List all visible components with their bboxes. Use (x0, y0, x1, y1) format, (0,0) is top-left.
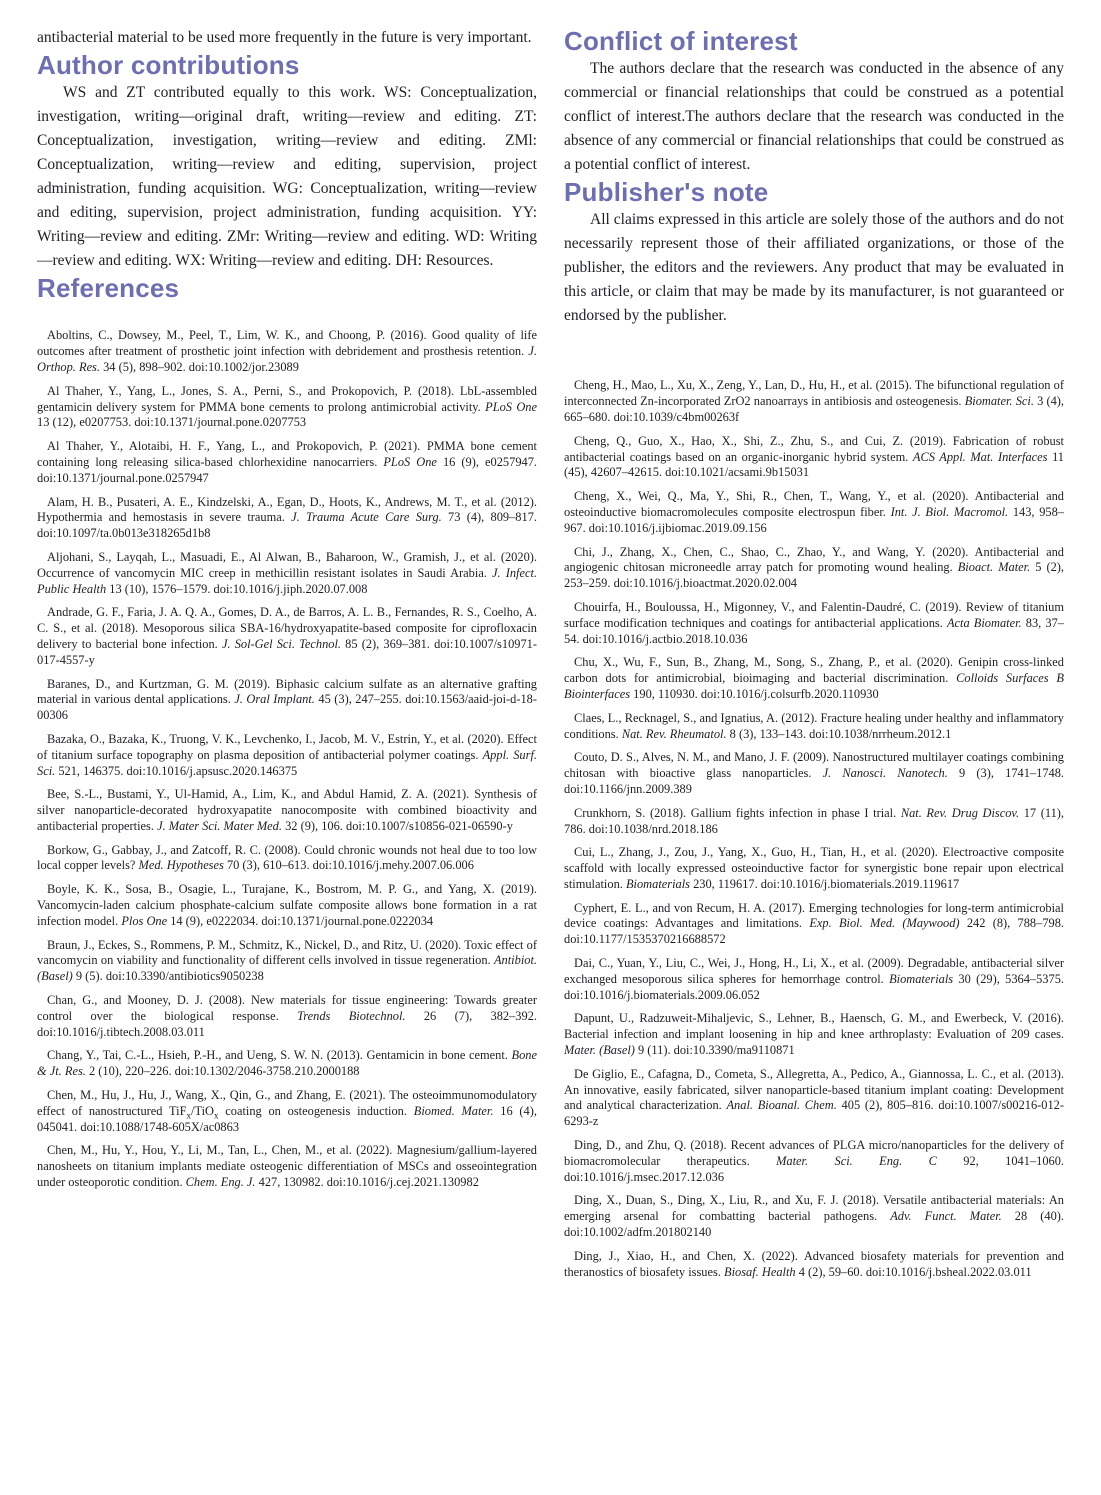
reference-item: Chen, M., Hu, Y., Hou, Y., Li, M., Tan, L., Chen, M., et al. (2022). Magnesium/gallium-layered nanosheets on titanium implants mediate osteogenic differentiation of MSCs and osseointegration under osteoporotic condition. Chem. Eng. J. 427, 130982. doi:10.1016/j.cej.2021.130982 (37, 1143, 537, 1190)
reference-item: Andrade, G. F., Faria, J. A. Q. A., Gomes, D. A., de Barros, A. L. B., Fernandes, R. S., Coelho, A. C. S., et al. (2018). Mesoporous silica SBA-16/hydroxyapatite-based composite for ciprofloxacin delivery to bacterial bone infection. J. Sol-Gel Sci. Technol. 85 (2), 369–381. doi:10.1007/s10971-017-4557-y (37, 605, 537, 667)
reference-item: Cyphert, E. L., and von Recum, H. A. (2017). Emerging technologies for long-term antimicrobial device coatings: Advantages and limitations. Exp. Biol. Med. (Maywood) 242 (8), 788–798. doi:10.1177/1535370216688572 (564, 900, 1065, 947)
reference-item: Bee, S.-L., Bustami, Y., Ul-Hamid, A., Lim, K., and Abdul Hamid, Z. A. (2021). Synthesis of silver nanoparticle-decorated hydroxyapatite nanocomposite with combined bioactivity and antibacterial properties. J. Mater Sci. Mater Med. 32 (9), 106. doi:10.1007/s10856-021-06590-y (37, 787, 537, 833)
references-heading: References (37, 273, 180, 304)
reference-item: Crunkhorn, S. (2018). Gallium fights infection in phase I trial. Nat. Rev. Drug Discov. 17 (11), 786. doi:10.1038/nrd.2018.186 (564, 805, 1064, 836)
reference-item: Borkow, G., Gabbay, J., and Zatcoff, R. C. (2008). Could chronic wounds not heal due to too low local copper levels? Med. Hypotheses 70 (3), 610–613. doi:10.1016/j.mehy.2007.06.006 (37, 842, 537, 873)
reference-item: Cui, L., Zhang, J., Zou, J., Yang, X., Guo, H., Tian, H., et al. (2020). Electroactive composite scaffold with locally expressed osteoinductive factor for synergistic bone repair upon electrical stimulation. Biomaterials 230, 119617. doi:10.1016/j.biomaterials.2019.119617 (564, 845, 1064, 891)
reference-item: Aljohani, S., Layqah, L., Masuadi, E., Al Alwan, B., Baharoon, W., Gramish, J., et al. (2020). Occurrence of vancomycin MIC creep in methicillin resistant isolates in Saudi Arabia. J. Infect. Public Health 13 (10), 1576–1579. doi:10.1016/j.jiph.2020.07.008 (37, 549, 538, 596)
reference-item: Aboltins, C., Dowsey, M., Peel, T., Lim, W. K., and Choong, P. (2016). Good quality of life outcomes after treatment of prosthetic joint infection with debridement and prosthesis retention. J. Orthop. Res. 34 (5), 898–902. doi:10.1002/jor.23089 (37, 328, 537, 374)
reference-item: Dapunt, U., Radzuweit-Mihaljevic, S., Lehner, B., Haensch, G. M., and Ewerbeck, V. (2016). Bacterial infection and implant loosening in hip and knee arthroplasty: Evaluation of 209 cases. Mater. (Basel) 9 (11). doi:10.3390/ma9110871 (564, 1011, 1064, 1058)
reference-item: Dai, C., Yuan, Y., Liu, C., Wei, J., Hong, H., Li, X., et al. (2009). Degradable, antibacterial silver exchanged mesoporous silica spheres for hemorrhage control. Biomaterials 30 (29), 5364–5375. doi:10.1016/j.biomaterials.2009.06.052 (564, 956, 1064, 1002)
reference-item: Chi, J., Zhang, X., Chen, C., Shao, C., Zhao, Y., and Wang, Y. (2020). Antibacterial and angiogenic chitosan microneedle array patch for promoting wound healing. Bioact. Mater. 5 (2), 253–259. doi:10.1016/j.bioactmat.2020.02.004 (564, 544, 1064, 591)
reference-item: Chu, X., Wu, F., Sun, B., Zhang, M., Song, S., Zhang, P., et al. (2020). Genipin cross-linked carbon dots for antimicrobial, bioimaging and bacterial discrimination. Colloids Surfaces B Biointerfaces 190, 110930. doi:10.1016/j.colsurfb.2020.110930 (564, 655, 1064, 701)
conflict-of-interest-heading: Conflict of interest (564, 26, 798, 56)
references-list-left (37, 328, 537, 1190)
reference-item: Al Thaher, Y., Yang, L., Jones, S. A., Perni, S., and Prokopovich, P. (2018). LbL-assembled gentamicin delivery system for PMMA bone cements to prolong antimicrobial activity. PLoS One 13 (12), e0207753. doi:10.1371/journal.pone.0207753 (37, 383, 538, 430)
references-list-right (564, 378, 1064, 1280)
publishers-note-text: All claims expressed in this article are solely those of the authors and do not necessarily represent those of their affiliated organizations, or those of the publisher, the editors and the reviewers. Any product that may be evaluated in this article, or claim that may be made by its manufacturer, is not guaranteed or endorsed by the publisher. (564, 211, 1064, 325)
reference-item: Ding, J., Xiao, H., and Chen, X. (2022). Advanced biosafety materials for prevention and theranostics of biosafety issues. Biosaf. Health 4 (2), 59–60. doi:10.1016/j.bsheal.2022.03.011 (564, 1248, 1064, 1279)
reference-item: Chen, M., Hu, J., Hu, J., Wang, X., Qin, G., and Zhang, E. (2021). The osteoimmunomodulatory effect of nanostructured TiF$_x$/TiO$_x$ coating on osteogenesis induction. Biomed. Mater. 16 (4), 045041. doi:10.1088/1748-605X/ac0863 (37, 1088, 537, 1134)
reference-item: Ding, D., and Zhu, Q. (2018). Recent advances of PLGA micro/nanoparticles for the delivery of biomacromolecular therapeutics. Mater. Sci. Eng. C 92, 1041–1060. doi:10.1016/j.msec.2017.12.036 (564, 1138, 1065, 1184)
right-column (564, 26, 1064, 1288)
author-contributions-text: WS and ZT contributed equally to this work. WS: Conceptualization, investigation, writing—original draft, writing—review and editing. ZT: Conceptualization, investigation, writing—review and editing. ZMl: Conceptualization, writing—review and editing, supervision, project administration, funding acquisition. WG: Conceptualization, writing—review and editing, supervision, project administration, funding acquisition. YY: Writing—review and editing. ZMr: Writing—review and editing. WD: Writing—review and editing. WX: Writing—review and editing. DH: Resources. (37, 84, 537, 270)
reference-item: Boyle, K. K., Sosa, B., Osagie, L., Turajane, K., Bostrom, M. P. G., and Yang, X. (2019). Vancomycin-laden calcium phosphate-calcium sulfate composite allows bone formation in a rat infection model. Plos One 14 (9), e0222034. doi:10.1371/journal.pone.0222034 (37, 882, 537, 928)
reference-item: Braun, J., Eckes, S., Rommens, P. M., Schmitz, K., Nickel, D., and Ritz, U. (2020). Toxic effect of vancomycin on viability and functionality of different cells involved in tissue regeneration. Antibiot. (Basel) 9 (5). doi:10.3390/antibiotics9050238 (37, 937, 537, 984)
reference-item: Claes, L., Recknagel, S., and Ignatius, A. (2012). Fracture healing under healthy and inflammatory conditions. Nat. Rev. Rheumatol. 8 (3), 133–143. doi:10.1038/nrrheum.2012.1 (564, 710, 1064, 741)
reference-item: Cheng, H., Mao, L., Xu, X., Zeng, Y., Lan, D., Hu, H., et al. (2015). The bifunctional regulation of interconnected Zn-incorporated ZrO2 nanoarrays in antibiosis and osteogenesis. Biomater. Sci. 3 (4), 665–680. doi:10.1039/c4bm00263f (564, 378, 1065, 424)
reference-item: De Giglio, E., Cafagna, D., Cometa, S., Allegretta, A., Pedico, A., Giannossa, L. C., et al. (2013). An innovative, easily fabricated, silver nanoparticle-based titanium implant coating: Development and analytical characterization. Anal. Bioanal. Chem. 405 (2), 805–816. doi:10.1007/s00216-012-6293-z (564, 1066, 1064, 1129)
publishers-note-heading: Publisher's note (564, 177, 769, 208)
reference-item: Chang, Y., Tai, C.-L., Hsieh, P.-H., and Ueng, S. W. N. (2013). Gentamicin in bone cement. Bone & Jt. Res. 2 (10), 220–226. doi:10.1302/2046-3758.210.2000188 (37, 1048, 537, 1079)
reference-item: Cheng, Q., Guo, X., Hao, X., Shi, Z., Zhu, S., and Cui, Z. (2019). Fabrication of robust antibacterial coatings based on an organic-inorganic hybrid system. ACS Appl. Mat. Interfaces 11 (45), 42607–42615. doi:10.1021/acsami.9b15031 (564, 433, 1065, 480)
reference-item: Ding, X., Duan, S., Ding, X., Liu, R., and Xu, F. J. (2018). Versatile antibacterial materials: An emerging arsenal for combatting bacterial pathogens. Adv. Funct. Mater. 28 (40). doi:10.1002/adfm.201802140 (564, 1193, 1064, 1240)
reference-item: Bazaka, O., Bazaka, K., Truong, V. K., Levchenko, I., Jacob, M. V., Estrin, Y., et al. (2020). Effect of titanium surface topography on plasma deposition of antibacterial polymer coatings. Appl. Surf. Sci. 521, 146375. doi:10.1016/j.apsusc.2020.146375 (37, 731, 537, 778)
left-column (37, 26, 537, 1288)
reference-item: Al Thaher, Y., Alotaibi, H. F., Yang, L., and Prokopovich, P. (2021). PMMA bone cement containing long releasing silica-based chlorhexidine nanocarriers. PLoS One 16 (9), e0257947. doi:10.1371/journal.pone.0257947 (37, 439, 538, 485)
reference-item: Chouirfa, H., Bouloussa, H., Migonney, V., and Falentin-Daudré, C. (2019). Review of titanium surface modification techniques and coatings for antibacterial applications. Acta Biomater. 83, 37–54. doi:10.1016/j.actbio.2018.10.036 (564, 599, 1064, 646)
reference-item: Couto, D. S., Alves, N. M., and Mano, J. F. (2009). Nanostructured multilayer coatings combining chitosan with bioactive glass nanoparticles. J. Nanosci. Nanotech. 9 (3), 1741–1748. doi:10.1166/jnn.2009.389 (564, 750, 1065, 796)
reference-item: Chan, G., and Mooney, D. J. (2008). New materials for tissue engineering: Towards greater control over the biological response. Trends Biotechnol. 26 (7), 382–392. doi:10.1016/j.tibtech.2008.03.011 (37, 993, 537, 1039)
reference-item: Cheng, X., Wei, Q., Ma, Y., Shi, R., Chen, T., Wang, Y., et al. (2020). Antibacterial and osteoinductive biomacromolecules composite electrospun fiber. Int. J. Biol. Macromol. 143, 958–967. doi:10.1016/j.ijbiomac.2019.09.156 (564, 489, 1064, 535)
reference-item: Baranes, D., and Kurtzman, G. M. (2019). Biphasic calcium sulfate as an alternative grafting material in various dental applications. J. Oral Implant. 45 (3), 247–255. doi:10.1563/aaid-joi-d-18-00306 (37, 676, 537, 723)
conflict-of-interest-text: The authors declare that the research was conducted in the absence of any commercial or financial relationships that could be construed as a potential conflict of interest.The authors declare that the research was conducted in the absence of any commercial or financial relationships that could be construed as a potential conflict of interest. (564, 60, 1064, 174)
intro-paragraph: antibacterial material to be used more frequently in the future is very important. (37, 29, 532, 46)
reference-item: Alam, H. B., Pusateri, A. E., Kindzelski, A., Egan, D., Hoots, K., Andrews, M. T., et al. (2012). Hypothermia and hemostasis in severe trauma. J. Trauma Acute Care Surg. 73 (4), 809–817. doi:10.1097/ta.0b013e318265d1b8 (37, 494, 537, 541)
author-contributions-heading: Author contributions (37, 50, 300, 80)
